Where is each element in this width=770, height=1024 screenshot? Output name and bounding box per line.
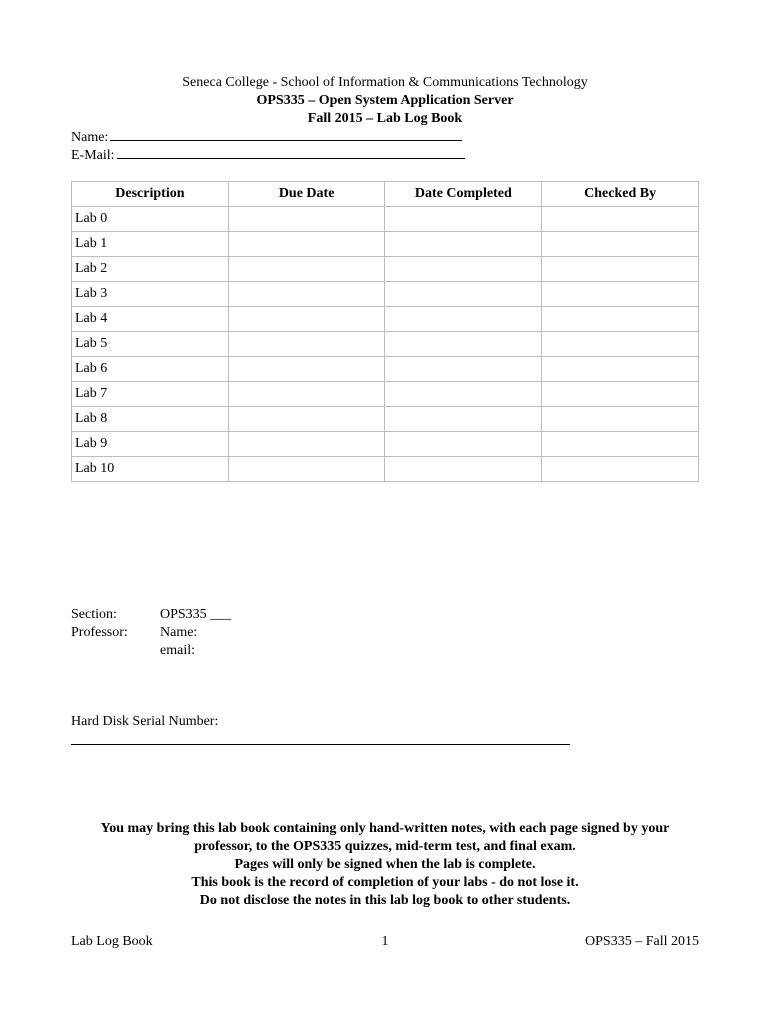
date-completed-cell[interactable] — [385, 432, 542, 457]
table-row — [72, 307, 699, 332]
due-date-cell[interactable] — [228, 382, 385, 407]
footer-left: Lab Log Book — [71, 934, 153, 949]
due-date-cell[interactable] — [228, 232, 385, 257]
lab-description-cell: Lab 0 — [72, 207, 229, 232]
name-field[interactable] — [71, 128, 462, 147]
lab-description-cell: Lab 3 — [72, 282, 229, 307]
lab-description-cell: Lab 5 — [72, 332, 229, 357]
checked-by-cell[interactable] — [542, 432, 699, 457]
page-number: 1 — [381, 934, 389, 949]
checked-by-cell[interactable] — [542, 257, 699, 282]
column-header-checked-by: Checked By — [542, 182, 699, 207]
notice-line: professor, to the OPS335 quizzes, mid-term test, and final exam. — [194, 839, 576, 854]
date-completed-cell[interactable] — [385, 232, 542, 257]
table-header-row — [72, 182, 699, 207]
lab-description-cell: Lab 8 — [72, 407, 229, 432]
table-row — [72, 257, 699, 282]
notice-block — [0, 820, 770, 910]
table-row — [72, 332, 699, 357]
checked-by-cell[interactable] — [542, 282, 699, 307]
institution-name: Seneca College - School of Information & Communications Technology — [182, 75, 588, 90]
lab-description-cell: Lab 6 — [72, 357, 229, 382]
footer-right: OPS335 – Fall 2015 — [585, 934, 699, 949]
due-date-cell[interactable] — [228, 357, 385, 382]
date-completed-cell[interactable] — [385, 457, 542, 482]
table-row — [72, 457, 699, 482]
table-row — [72, 207, 699, 232]
due-date-cell[interactable] — [228, 257, 385, 282]
lab-description-cell: Lab 4 — [72, 307, 229, 332]
date-completed-cell[interactable] — [385, 307, 542, 332]
date-completed-cell[interactable] — [385, 207, 542, 232]
due-date-cell[interactable] — [228, 432, 385, 457]
lab-description-cell: Lab 9 — [72, 432, 229, 457]
checked-by-cell[interactable] — [542, 307, 699, 332]
email-field[interactable] — [71, 146, 465, 165]
checked-by-cell[interactable] — [542, 382, 699, 407]
notice-line: You may bring this lab book containing only hand-written notes, with each page signed by your — [100, 821, 670, 836]
document-header — [0, 74, 770, 128]
table-row — [72, 357, 699, 382]
table-row — [72, 232, 699, 257]
section-label: Section: — [71, 607, 117, 622]
date-completed-cell[interactable] — [385, 257, 542, 282]
hard-disk-serial-label: Hard Disk Serial Number: — [71, 714, 219, 729]
table-row — [72, 432, 699, 457]
section-value: OPS335 ___ — [160, 607, 232, 622]
checked-by-cell[interactable] — [542, 232, 699, 257]
date-completed-cell[interactable] — [385, 407, 542, 432]
table-row — [72, 407, 699, 432]
date-completed-cell[interactable] — [385, 357, 542, 382]
due-date-cell[interactable] — [228, 207, 385, 232]
table-row — [72, 282, 699, 307]
email-label: E-Mail: — [71, 148, 115, 163]
name-line[interactable] — [110, 128, 462, 141]
checked-by-cell[interactable] — [542, 207, 699, 232]
hard-disk-serial-line[interactable] — [71, 744, 570, 745]
professor-name-label: Name: — [160, 625, 198, 640]
due-date-cell[interactable] — [228, 282, 385, 307]
checked-by-cell[interactable] — [542, 332, 699, 357]
professor-email-label: email: — [160, 643, 195, 658]
email-line[interactable] — [117, 146, 465, 159]
due-date-cell[interactable] — [228, 457, 385, 482]
notice-line: This book is the record of completion of your labs - do not lose it. — [191, 875, 579, 890]
checked-by-cell[interactable] — [542, 357, 699, 382]
checked-by-cell[interactable] — [542, 457, 699, 482]
date-completed-cell[interactable] — [385, 332, 542, 357]
column-header-date-completed: Date Completed — [385, 182, 542, 207]
column-header-description: Description — [72, 182, 229, 207]
lab-description-cell: Lab 7 — [72, 382, 229, 407]
date-completed-cell[interactable] — [385, 282, 542, 307]
due-date-cell[interactable] — [228, 407, 385, 432]
column-header-due-date: Due Date — [228, 182, 385, 207]
lab-log-table — [71, 181, 699, 482]
due-date-cell[interactable] — [228, 307, 385, 332]
lab-description-cell: Lab 1 — [72, 232, 229, 257]
term-title: Fall 2015 – Lab Log Book — [307, 111, 463, 126]
table-row — [72, 382, 699, 407]
course-title: OPS335 – Open System Application Server — [256, 93, 514, 108]
name-label: Name: — [71, 130, 109, 145]
lab-description-cell: Lab 10 — [72, 457, 229, 482]
notice-line: Do not disclose the notes in this lab log book to other students. — [199, 893, 571, 908]
date-completed-cell[interactable] — [385, 382, 542, 407]
professor-label: Professor: — [71, 625, 128, 640]
due-date-cell[interactable] — [228, 332, 385, 357]
lab-description-cell: Lab 2 — [72, 257, 229, 282]
checked-by-cell[interactable] — [542, 407, 699, 432]
notice-line: Pages will only be signed when the lab is complete. — [234, 857, 536, 872]
